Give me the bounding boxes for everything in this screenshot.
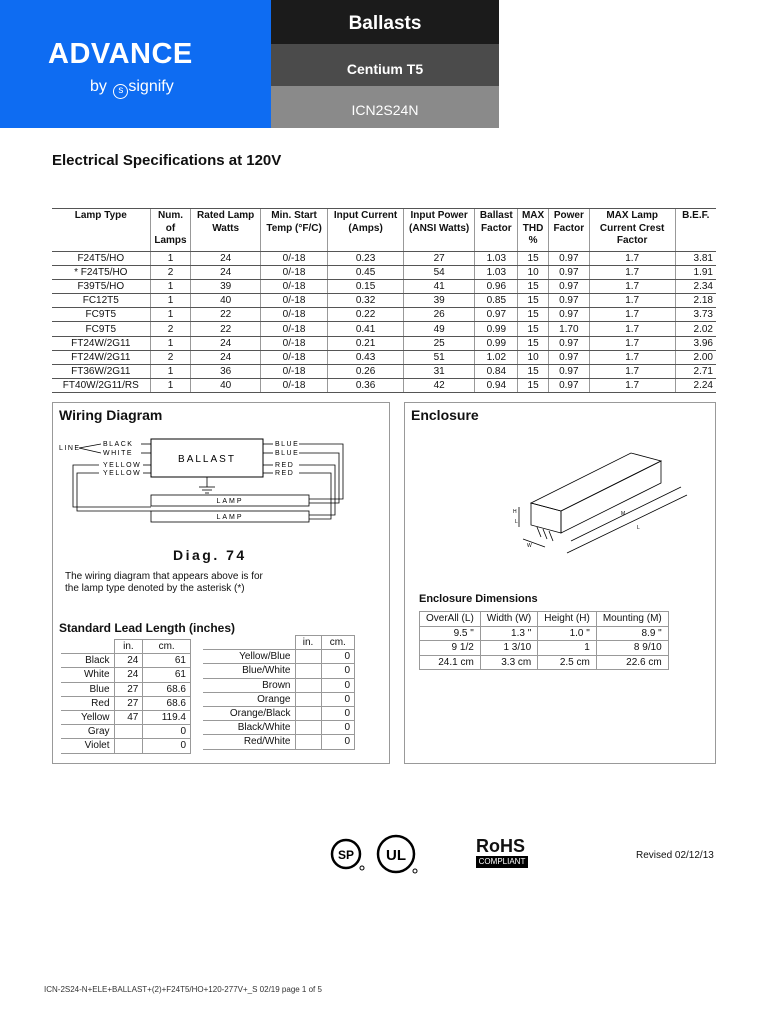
spec-cell: 22	[191, 322, 260, 336]
header-model: ICN2S24N	[271, 86, 499, 128]
spec-cell: 22	[191, 308, 260, 322]
lead-value	[114, 725, 143, 739]
spec-header: MAX THD %	[518, 209, 549, 252]
lead-color: Black	[61, 654, 114, 668]
spec-cell: 3.96	[675, 336, 716, 350]
wire-label-black: BLACK	[103, 441, 134, 448]
spec-cell: F24T5/HO	[52, 251, 150, 265]
lead-value: 61	[143, 668, 191, 682]
lead-header-row	[61, 640, 191, 654]
ul-logo	[374, 830, 420, 876]
spec-cell: 2.02	[675, 322, 716, 336]
lead-color: Red/White	[203, 735, 295, 749]
spec-cell: 1	[150, 279, 191, 293]
dim-letter-w: W	[527, 543, 532, 549]
spec-cell: FT36W/2G11	[52, 365, 150, 379]
spec-cell: 3.81	[675, 251, 716, 265]
spec-cell: 0/-18	[260, 350, 327, 364]
spec-cell: 0/-18	[260, 251, 327, 265]
spec-cell: 0.26	[328, 365, 404, 379]
lead-color: Orange	[203, 692, 295, 706]
spec-cell: 36	[191, 365, 260, 379]
lead-value: 0	[143, 739, 191, 753]
spec-cell: 0.15	[328, 279, 404, 293]
wiring-title: Wiring Diagram	[59, 407, 163, 423]
lead-value: 0	[321, 706, 354, 720]
rohs-compliant-text: COMPLIANT	[476, 856, 528, 868]
spec-cell: 24	[191, 336, 260, 350]
csa-text: SP	[337, 848, 355, 862]
brand-block	[0, 0, 272, 128]
spec-cell: 2.18	[675, 294, 716, 308]
spec-cell: 15	[518, 294, 549, 308]
spec-cell: 40	[191, 294, 260, 308]
lead-color: Violet	[61, 739, 114, 753]
spec-cell: 1.7	[589, 265, 675, 279]
lead-color: Yellow/Blue	[203, 650, 295, 664]
lead-row	[203, 706, 355, 720]
spec-cell: * F24T5/HO	[52, 265, 150, 279]
wire-label-white: WHITE	[103, 450, 134, 457]
spec-cell: 42	[403, 379, 475, 393]
spec-cell: 15	[518, 279, 549, 293]
lead-color: Blue	[61, 682, 114, 696]
spec-row	[52, 336, 716, 350]
dims-header-row	[420, 612, 669, 627]
dim-letter-m: M	[621, 511, 626, 517]
spec-row	[52, 265, 716, 279]
spec-cell: FC9T5	[52, 322, 150, 336]
spec-cell: 0.97	[548, 265, 589, 279]
spec-cell: 2	[150, 322, 191, 336]
spec-cell: 0.96	[475, 279, 518, 293]
spec-row	[52, 308, 716, 322]
diagram-note: The wiring diagram that appears above is for the lamp type denoted by the asterisk (*)	[65, 571, 263, 594]
spec-cell: 3.73	[675, 308, 716, 322]
lead-header-row	[203, 636, 355, 650]
spec-cell: 1.7	[589, 308, 675, 322]
lead-value: 0	[321, 678, 354, 692]
lead-header-blank	[203, 636, 295, 650]
spec-cell: 0/-18	[260, 279, 327, 293]
dims-cell: 2.5 cm	[538, 655, 597, 670]
dim-letter-l: L	[637, 525, 640, 531]
spec-cell: 0/-18	[260, 265, 327, 279]
spec-cell: 1.7	[589, 294, 675, 308]
lead-color: Yellow	[61, 710, 114, 724]
signify-text: signify	[128, 78, 174, 95]
spec-cell: 41	[403, 279, 475, 293]
lamp-label-1: LAMP	[216, 498, 244, 505]
spec-row	[52, 251, 716, 265]
lead-length-title: Standard Lead Length (inches)	[59, 621, 236, 635]
wire-label-red: RED	[275, 462, 295, 469]
lead-row	[61, 725, 191, 739]
spec-cell: 1.7	[589, 379, 675, 393]
lead-row	[61, 710, 191, 724]
spec-cell: 1.91	[675, 265, 716, 279]
spec-cell: 24	[191, 350, 260, 364]
spec-cell: F39T5/HO	[52, 279, 150, 293]
spec-cell: 0.23	[328, 251, 404, 265]
dims-cell: 1	[538, 641, 597, 656]
spec-cell: 2	[150, 350, 191, 364]
spec-cell: 49	[403, 322, 475, 336]
footer-text: ICN-2S24-N+ELE+BALLAST+(2)+F24T5/HO+120-277V+_S 02/19 page 1 of 5	[44, 985, 322, 994]
spec-cell: 40	[191, 379, 260, 393]
spec-cell: 31	[403, 365, 475, 379]
spec-cell: 1.70	[548, 322, 589, 336]
lead-color: Orange/Black	[203, 706, 295, 720]
spec-cell: 1.7	[589, 279, 675, 293]
spec-cell: 15	[518, 322, 549, 336]
dim-letter-l: L	[515, 519, 518, 525]
section-title: Electrical Specifications at 120V	[52, 152, 282, 169]
lead-value	[295, 692, 321, 706]
lead-color: Brown	[203, 678, 295, 692]
spec-cell: 15	[518, 336, 549, 350]
lead-row	[61, 668, 191, 682]
lead-color: White	[61, 668, 114, 682]
lead-color: Gray	[61, 725, 114, 739]
dim-letter-h: H	[513, 509, 517, 515]
spec-cell: FT24W/2G11	[52, 350, 150, 364]
ballast-label: BALLAST	[178, 454, 236, 465]
wire-label-blue: BLUE	[275, 450, 300, 457]
dims-row	[420, 641, 669, 656]
spec-cell: 0.85	[475, 294, 518, 308]
spec-cell: 1	[150, 336, 191, 350]
spec-cell: 1	[150, 379, 191, 393]
spec-cell: 1	[150, 294, 191, 308]
spec-cell: 1.7	[589, 350, 675, 364]
spec-cell: 2.71	[675, 365, 716, 379]
spec-cell: 0/-18	[260, 322, 327, 336]
spec-cell: 51	[403, 350, 475, 364]
spec-cell: 0/-18	[260, 379, 327, 393]
dims-cell: 24.1 cm	[420, 655, 481, 670]
spec-cell: 1	[150, 251, 191, 265]
spec-cell: 2	[150, 265, 191, 279]
spec-cell: 0.97	[548, 365, 589, 379]
spec-cell: 24	[191, 251, 260, 265]
lead-value: 0	[321, 650, 354, 664]
dims-cell: 22.6 cm	[596, 655, 668, 670]
signify-s-icon: s	[113, 84, 128, 99]
csa-logo	[330, 832, 366, 872]
ul-text: UL	[386, 847, 406, 864]
spec-cell: 0.45	[328, 265, 404, 279]
spec-cell: 54	[403, 265, 475, 279]
spec-cell: 10	[518, 265, 549, 279]
lead-color: Red	[61, 696, 114, 710]
lead-value: 47	[114, 710, 143, 724]
spec-cell: 1.7	[589, 251, 675, 265]
lead-row	[203, 692, 355, 706]
spec-cell: 0.97	[548, 251, 589, 265]
spec-cell: 1.7	[589, 365, 675, 379]
spec-row	[52, 350, 716, 364]
spec-header: Input Power (ANSI Watts)	[403, 209, 475, 252]
enclosure-drawing	[501, 443, 711, 583]
spec-cell: 2.34	[675, 279, 716, 293]
spec-cell: FT24W/2G11	[52, 336, 150, 350]
spec-cell: 15	[518, 379, 549, 393]
lead-row	[203, 650, 355, 664]
lead-value	[295, 650, 321, 664]
spec-header: Lamp Type	[52, 209, 150, 252]
lead-value	[114, 739, 143, 753]
spec-cell: 39	[191, 279, 260, 293]
lead-value	[295, 721, 321, 735]
lead-value: 61	[143, 654, 191, 668]
spec-cell: 0.36	[328, 379, 404, 393]
dims-header: Mounting (M)	[596, 612, 668, 627]
spec-cell: 0.41	[328, 322, 404, 336]
lead-row	[61, 654, 191, 668]
lead-value: 0	[321, 735, 354, 749]
header-category: Ballasts	[271, 0, 499, 44]
lead-row	[61, 739, 191, 753]
spec-header: Min. Start Temp (°F/C)	[260, 209, 327, 252]
spec-cell: 0.84	[475, 365, 518, 379]
dims-cell: 1.0 "	[538, 626, 597, 641]
lead-header-blank	[61, 640, 114, 654]
spec-header: B.E.F.	[675, 209, 716, 252]
dims-header: Width (W)	[480, 612, 537, 627]
enclosure-dims-title: Enclosure Dimensions	[419, 593, 538, 605]
spec-cell: 0.43	[328, 350, 404, 364]
spec-cell: 25	[403, 336, 475, 350]
spec-cell: 1.03	[475, 251, 518, 265]
spec-cell: 2.00	[675, 350, 716, 364]
spec-cell: 15	[518, 365, 549, 379]
wiring-diagram-box	[52, 402, 390, 764]
lead-value	[295, 735, 321, 749]
advance-logo: ADVANCE	[48, 38, 193, 70]
lead-unit-header: in.	[295, 636, 321, 650]
dims-cell: 8.9 "	[596, 626, 668, 641]
spec-cell: 2.24	[675, 379, 716, 393]
revised-date: Revised 02/12/13	[636, 850, 714, 861]
rohs-text: RoHS	[476, 836, 525, 856]
spec-cell: 1	[150, 365, 191, 379]
dims-row	[420, 626, 669, 641]
line-label: LINE	[59, 445, 81, 452]
wiring-diagram	[53, 429, 389, 529]
spec-cell: 1.03	[475, 265, 518, 279]
dims-cell: 1.3 "	[480, 626, 537, 641]
spec-cell: 1.7	[589, 322, 675, 336]
lead-value: 119.4	[143, 710, 191, 724]
spec-cell: 0.97	[548, 379, 589, 393]
spec-header: MAX Lamp Current Crest Factor	[589, 209, 675, 252]
spec-cell: 0.97	[548, 279, 589, 293]
spec-cell: 0.21	[328, 336, 404, 350]
spec-header: Rated Lamp Watts	[191, 209, 260, 252]
spec-cell: 39	[403, 294, 475, 308]
spec-cell: 15	[518, 251, 549, 265]
spec-cell: 1	[150, 308, 191, 322]
spec-header: Ballast Factor	[475, 209, 518, 252]
spec-header: Power Factor	[548, 209, 589, 252]
lead-row	[203, 735, 355, 749]
dims-header: Height (H)	[538, 612, 597, 627]
spec-cell: 0.97	[548, 294, 589, 308]
lamp-label-2: LAMP	[216, 514, 244, 521]
rohs-logo	[476, 836, 528, 872]
spec-table	[52, 208, 716, 393]
spec-row	[52, 379, 716, 393]
spec-cell: 24	[191, 265, 260, 279]
lead-value: 0	[321, 721, 354, 735]
lead-color: Blue/White	[203, 664, 295, 678]
lead-value: 24	[114, 654, 143, 668]
lead-value: 68.6	[143, 696, 191, 710]
lead-value: 0	[143, 725, 191, 739]
wire-label-blue: BLUE	[275, 441, 300, 448]
diagram-caption: Diag. 74	[173, 547, 247, 563]
spec-cell: 26	[403, 308, 475, 322]
lead-value	[295, 664, 321, 678]
lead-unit-header: in.	[114, 640, 143, 654]
lead-row	[61, 696, 191, 710]
lead-row	[203, 721, 355, 735]
spec-cell: 0.97	[548, 336, 589, 350]
spec-cell: FC9T5	[52, 308, 150, 322]
spec-cell: 0.97	[548, 350, 589, 364]
signify-logo	[90, 78, 174, 99]
spec-cell: 0.97	[548, 308, 589, 322]
lead-value: 68.6	[143, 682, 191, 696]
lead-row	[203, 664, 355, 678]
dims-cell: 3.3 cm	[480, 655, 537, 670]
spec-cell: 0/-18	[260, 308, 327, 322]
spec-cell: 0.22	[328, 308, 404, 322]
enclosure-dims-table	[419, 611, 669, 670]
wire-label-red: RED	[275, 470, 295, 477]
spec-row	[52, 294, 716, 308]
wire-label-yellow: YELLOW	[103, 470, 142, 477]
spec-header-row	[52, 209, 716, 252]
spec-header: Num. of Lamps	[150, 209, 191, 252]
lead-table-right	[203, 635, 355, 750]
lead-unit-header: cm.	[321, 636, 354, 650]
dims-cell: 9 1/2	[420, 641, 481, 656]
dims-cell: 8 9/10	[596, 641, 668, 656]
spec-row	[52, 279, 716, 293]
spec-cell: 1.02	[475, 350, 518, 364]
spec-cell: 27	[403, 251, 475, 265]
spec-header: Input Current (Amps)	[328, 209, 404, 252]
dims-cell: 9.5 "	[420, 626, 481, 641]
spec-cell: 0.32	[328, 294, 404, 308]
lead-value	[295, 678, 321, 692]
lead-value	[295, 706, 321, 720]
spec-cell: 0.99	[475, 322, 518, 336]
enclosure-box	[404, 402, 716, 764]
dims-row	[420, 655, 669, 670]
spec-cell: FC12T5	[52, 294, 150, 308]
spec-cell: 0.99	[475, 336, 518, 350]
header-product: Centium T5	[271, 44, 499, 86]
lead-value: 27	[114, 682, 143, 696]
spec-row	[52, 365, 716, 379]
spec-cell: 0.97	[475, 308, 518, 322]
spec-cell: 0.94	[475, 379, 518, 393]
lead-color: Black/White	[203, 721, 295, 735]
lead-table-left	[61, 639, 191, 754]
lead-row	[61, 682, 191, 696]
lead-value: 0	[321, 692, 354, 706]
wire-label-yellow: YELLOW	[103, 462, 142, 469]
lead-unit-header: cm.	[143, 640, 191, 654]
spec-cell: FT40W/2G11/RS	[52, 379, 150, 393]
enclosure-title: Enclosure	[411, 407, 479, 423]
dims-header: OverAll (L)	[420, 612, 481, 627]
by-text: by	[90, 78, 107, 95]
spec-cell: 15	[518, 308, 549, 322]
spec-cell: 0/-18	[260, 365, 327, 379]
lead-value: 0	[321, 664, 354, 678]
spec-cell: 0/-18	[260, 294, 327, 308]
lead-value: 27	[114, 696, 143, 710]
dims-cell: 1 3/10	[480, 641, 537, 656]
lead-row	[203, 678, 355, 692]
lead-value: 24	[114, 668, 143, 682]
spec-row	[52, 322, 716, 336]
spec-cell: 10	[518, 350, 549, 364]
spec-cell: 1.7	[589, 336, 675, 350]
spec-cell: 0/-18	[260, 336, 327, 350]
